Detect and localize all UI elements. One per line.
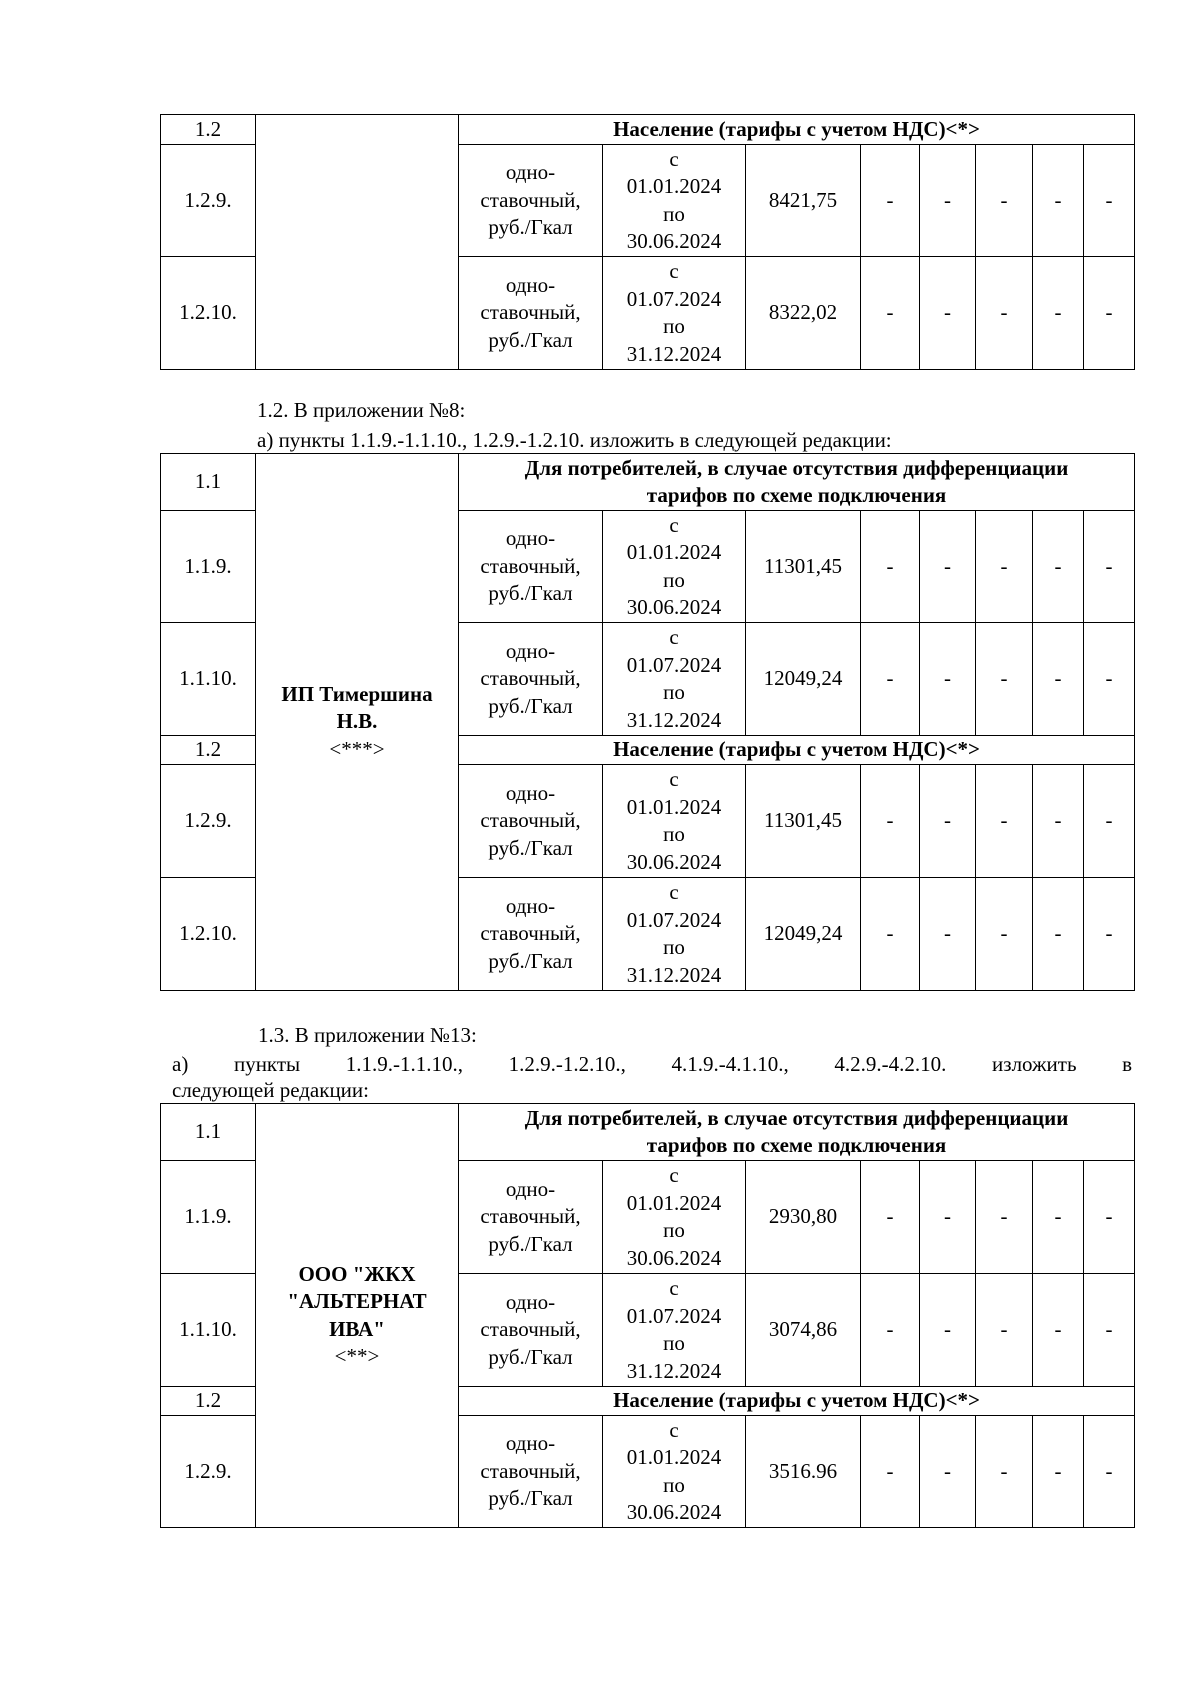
- dash-cell: -: [1084, 1161, 1135, 1274]
- row-number: 1.1.10.: [161, 1274, 256, 1387]
- tariff-value: 3074,86: [746, 1274, 861, 1387]
- dash-cell: -: [1033, 1416, 1084, 1528]
- group-header: Население (тарифы с учетом НДС)<*>: [459, 1387, 1135, 1416]
- tariff-table-2: [160, 453, 1135, 991]
- dash-cell: -: [1084, 257, 1135, 370]
- dash-cell: -: [976, 623, 1033, 736]
- dash-cell: -: [976, 1161, 1033, 1274]
- dash-cell: -: [1033, 1274, 1084, 1387]
- tariff-value: 2930,80: [746, 1161, 861, 1274]
- dash-cell: -: [1084, 511, 1135, 623]
- row-number: 1.2.9.: [161, 765, 256, 878]
- group-number: 1.2: [161, 1387, 256, 1416]
- dash-cell: -: [1084, 623, 1135, 736]
- tariff-value: 11301,45: [746, 511, 861, 623]
- dash-cell: -: [920, 1161, 976, 1274]
- dash-cell: -: [976, 145, 1033, 257]
- dash-cell: -: [1084, 145, 1135, 257]
- organization-cell: [256, 115, 459, 370]
- dash-cell: -: [861, 623, 920, 736]
- dash-cell: -: [976, 511, 1033, 623]
- dash-cell: -: [1033, 511, 1084, 623]
- dash-cell: -: [976, 878, 1033, 991]
- row-number: 1.1.10.: [161, 623, 256, 736]
- row-number: 1.1.9.: [161, 1161, 256, 1274]
- period-cell: с 01.07.2024 по 31.12.2024: [603, 878, 746, 991]
- group-header: Для потребителей, в случае отсутствия дифференциации тарифов по схеме подключения: [459, 454, 1135, 511]
- group-number: 1.2: [161, 736, 256, 765]
- dash-cell: -: [861, 145, 920, 257]
- period-cell: с 01.01.2024 по 30.06.2024: [603, 765, 746, 878]
- dash-cell: -: [861, 1274, 920, 1387]
- tariff-value: 12049,24: [746, 623, 861, 736]
- dash-cell: -: [1033, 878, 1084, 991]
- section-item-a: а) пункты 1.1.9.-1.1.10., 1.2.9.-1.2.10., 4.1.9.-4.1.10., 4.2.9.-4.2.10. изложить в: [172, 1052, 1133, 1076]
- organization-name: ООО "ЖКХ "АЛЬТЕРНАТ ИВА" <**>: [256, 1104, 459, 1528]
- dash-cell: -: [920, 511, 976, 623]
- dash-cell: -: [1033, 623, 1084, 736]
- period-cell: с 01.07.2024 по 31.12.2024: [603, 623, 746, 736]
- tariff-type-cell: одно- ставочный, руб./Гкал: [459, 878, 603, 991]
- section-item-a-continuation: следующей редакции:: [172, 1078, 369, 1102]
- tariff-table-3: [160, 1103, 1135, 1528]
- dash-cell: -: [920, 1274, 976, 1387]
- dash-cell: -: [1033, 257, 1084, 370]
- group-number: 1.1: [161, 454, 256, 511]
- tariff-table-1: [160, 114, 1135, 370]
- group-number: 1.1: [161, 1104, 256, 1161]
- tariff-value: 11301,45: [746, 765, 861, 878]
- tariff-type-cell: одно- ставочный, руб./Гкал: [459, 257, 603, 370]
- dash-cell: -: [861, 1416, 920, 1528]
- organization-name: ИП Тимершина Н.В. <***>: [256, 454, 459, 991]
- dash-cell: -: [1033, 145, 1084, 257]
- dash-cell: -: [920, 257, 976, 370]
- dash-cell: -: [861, 511, 920, 623]
- row-number: 1.2.10.: [161, 257, 256, 370]
- tariff-type-cell: одно- ставочный, руб./Гкал: [459, 1416, 603, 1528]
- dash-cell: -: [920, 145, 976, 257]
- period-cell: с 01.07.2024 по 31.12.2024: [603, 257, 746, 370]
- group-header: Население (тарифы с учетом НДС)<*>: [459, 115, 1135, 145]
- period-cell: с 01.01.2024 по 30.06.2024: [603, 145, 746, 257]
- row-number: 1.1.9.: [161, 511, 256, 623]
- section-item-a: а) пункты 1.1.9.-1.1.10., 1.2.9.-1.2.10. изложить в следующей редакции:: [257, 428, 892, 452]
- tariff-value: 8322,02: [746, 257, 861, 370]
- group-header: Население (тарифы с учетом НДС)<*>: [459, 736, 1135, 765]
- dash-cell: -: [976, 1416, 1033, 1528]
- dash-cell: -: [976, 257, 1033, 370]
- group-number: 1.2: [161, 115, 256, 145]
- dash-cell: -: [861, 1161, 920, 1274]
- dash-cell: -: [920, 623, 976, 736]
- row-number: 1.2.9.: [161, 1416, 256, 1528]
- dash-cell: -: [1084, 765, 1135, 878]
- tariff-type-cell: одно- ставочный, руб./Гкал: [459, 1161, 603, 1274]
- tariff-value: 12049,24: [746, 878, 861, 991]
- row-number: 1.2.10.: [161, 878, 256, 991]
- section-title: 1.2. В приложении №8:: [257, 398, 466, 422]
- dash-cell: -: [1033, 1161, 1084, 1274]
- dash-cell: -: [920, 1416, 976, 1528]
- period-cell: с 01.01.2024 по 30.06.2024: [603, 1416, 746, 1528]
- tariff-type-cell: одно- ставочный, руб./Гкал: [459, 623, 603, 736]
- dash-cell: -: [861, 765, 920, 878]
- tariff-type-cell: одно- ставочный, руб./Гкал: [459, 1274, 603, 1387]
- dash-cell: -: [976, 1274, 1033, 1387]
- tariff-type-cell: одно- ставочный, руб./Гкал: [459, 765, 603, 878]
- row-number: 1.2.9.: [161, 145, 256, 257]
- tariff-type-cell: одно- ставочный, руб./Гкал: [459, 511, 603, 623]
- dash-cell: -: [920, 765, 976, 878]
- dash-cell: -: [861, 878, 920, 991]
- tariff-type-cell: одно- ставочный, руб./Гкал: [459, 145, 603, 257]
- dash-cell: -: [976, 765, 1033, 878]
- dash-cell: -: [1084, 1416, 1135, 1528]
- tariff-value: 8421,75: [746, 145, 861, 257]
- group-header: Для потребителей, в случае отсутствия дифференциации тарифов по схеме подключения: [459, 1104, 1135, 1161]
- tariff-value: 3516.96: [746, 1416, 861, 1528]
- dash-cell: -: [920, 878, 976, 991]
- period-cell: с 01.07.2024 по 31.12.2024: [603, 1274, 746, 1387]
- dash-cell: -: [861, 257, 920, 370]
- section-title: 1.3. В приложении №13:: [258, 1023, 477, 1047]
- dash-cell: -: [1033, 765, 1084, 878]
- dash-cell: -: [1084, 1274, 1135, 1387]
- period-cell: с 01.01.2024 по 30.06.2024: [603, 511, 746, 623]
- period-cell: с 01.01.2024 по 30.06.2024: [603, 1161, 746, 1274]
- dash-cell: -: [1084, 878, 1135, 991]
